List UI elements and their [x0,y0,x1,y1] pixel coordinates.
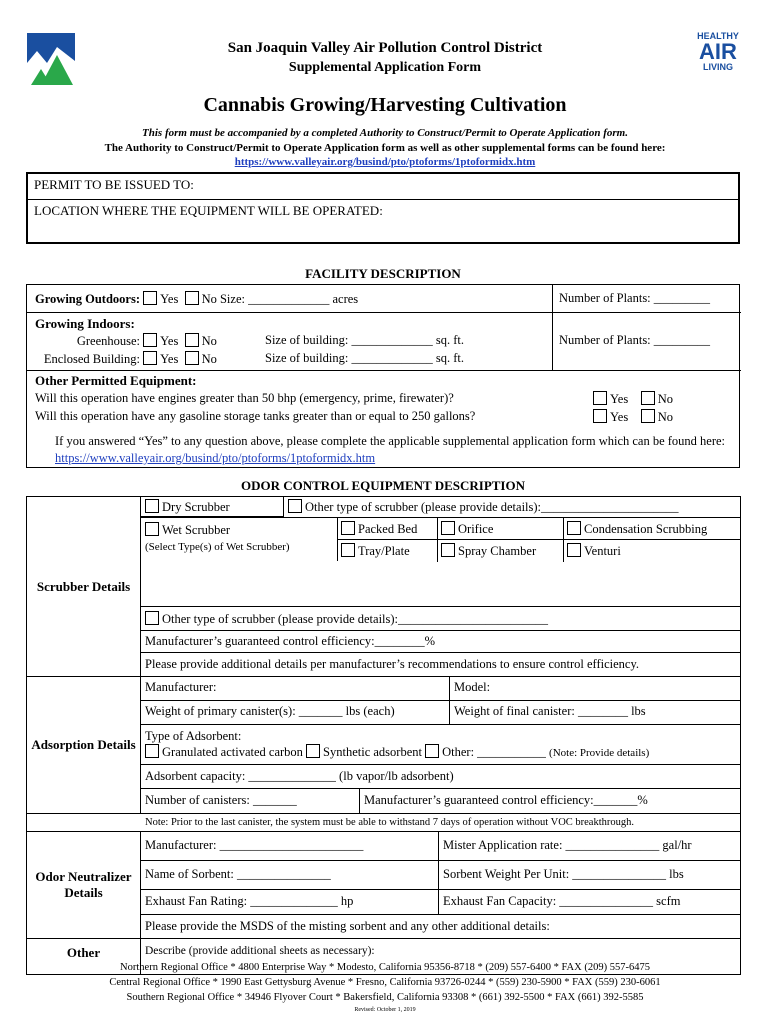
greenhouse-no-label: No [201,334,217,348]
fan-capacity-field[interactable]: Exhaust Fan Capacity: _______________ scfm [443,894,681,908]
enclosed-yes-label: Yes [160,352,179,366]
followup-link[interactable]: https://www.valleyair.org/busind/pto/ptoforms/1ptoformidx.htm [55,451,376,465]
neutralizer-manufacturer-field[interactable]: Manufacturer: _______________________ [141,832,439,860]
healthy-air-living-logo [693,32,743,86]
gasoline-no-label: No [657,410,673,424]
org-name: San Joaquin Valley Air Pollution Control District [227,40,543,56]
dry-scrubber-label: Dry Scrubber [162,500,230,514]
note-forms: The Authority to Construct/Permit to Operate Application form as well as other supplemental forms can be found here: [104,142,666,154]
permit-box [26,172,740,244]
wet-scrubber-label: Wet Scrubber [162,523,231,537]
enclosed-size-field[interactable]: Size of building: _____________ sq. ft. [265,351,464,365]
permit-issued-to-label: PERMIT TO BE ISSUED TO: [34,177,194,192]
logo-line-2: AIR [699,39,737,64]
enclosed-no-label: No [201,352,217,366]
gac-label: Granulated activated carbon [162,745,303,759]
scrubber-efficiency-field[interactable]: Manufacturer’s guaranteed control efficiency:________% [141,631,741,653]
synthetic-checkbox[interactable] [306,744,320,758]
dry-scrubber-checkbox[interactable] [145,499,159,513]
scrubber-additional-details[interactable]: Please provide additional details per manufacturer’s recommendations to ensure control efficiency. [141,653,741,677]
other-adsorbent-checkbox[interactable] [425,744,439,758]
orifice-checkbox[interactable] [441,521,455,535]
neutralizer-details-label: Odor Neutralizer Details [27,832,141,939]
adsorbent-capacity-field[interactable]: Adsorbent capacity: ______________ (lb vapor/lb adsorbent) [141,765,741,789]
num-canisters-field[interactable]: Number of canisters: _______ [141,789,360,813]
other-scrubber-2-field[interactable]: Other type of scrubber (please provide details):________________________ [162,611,549,626]
condensation-checkbox[interactable] [567,521,581,535]
gasoline-no-checkbox[interactable] [641,409,655,423]
greenhouse-yes-label: Yes [160,334,179,348]
permit-issued-to[interactable] [28,174,738,200]
form-title: Cannabis Growing/Harvesting Cultivation [203,94,567,116]
outdoors-size-field[interactable]: Size: _____________ acres [219,292,359,306]
fan-rating-field[interactable]: Exhaust Fan Rating: ______________ hp [141,890,439,914]
greenhouse-yes-checkbox[interactable] [143,333,157,347]
enclosed-no-checkbox[interactable] [185,351,199,365]
scrubber-details-label: Scrubber Details [27,497,141,677]
greenhouse-no-checkbox[interactable] [185,333,199,347]
orifice-label: Orifice [458,522,494,536]
tray-plate-label: Tray/Plate [358,544,410,558]
greenhouse-size-field[interactable]: Size of building: _____________ sq. ft. [265,333,464,347]
outdoors-no-checkbox[interactable] [185,291,199,305]
wet-scrubber-note: (Select Type(s) of Wet Scrubber) [145,541,290,553]
greenhouse-label: Greenhouse: [76,334,140,348]
note-accompanied: This form must be accompanied by a completed Authority to Construct/Permit to Operate Application form. [142,127,628,139]
facility-heading: FACILITY DESCRIPTION [305,266,461,281]
facility-box [26,284,740,468]
other-label: Other [27,939,141,975]
footer-southern: Southern Regional Office * 34946 Flyover Court * Bakersfield, California 93308 * (661) 392-5500 * FAX (661) 392-5585 [126,992,644,1003]
odor-heading: ODOR CONTROL EQUIPMENT DESCRIPTION [241,478,525,493]
growing-outdoors-label: Growing Outdoors: [35,292,140,306]
footer-northern: Northern Regional Office * 4800 Enterprise Way * Modesto, California 95356-8718 * (209) 557-6400 * FAX (209) 557-6475 [120,962,650,973]
gasoline-question: Will this operation have any gasoline storage tanks greater than or equal to 250 gallons? [35,409,476,423]
sorbent-weight-field[interactable]: Sorbent Weight Per Unit: _______________ lbs [443,867,684,881]
revised-date: Revised: October 1, 2019 [354,1007,416,1013]
odor-table [26,496,741,975]
venturi-checkbox[interactable] [567,543,581,557]
gac-checkbox[interactable] [145,744,159,758]
district-logo [27,33,75,85]
sorbent-name-field[interactable]: Name of Sorbent: _______________ [141,861,439,889]
adsorbent-type-label: Type of Adsorbent: [145,729,242,743]
gasoline-yes-label: Yes [610,410,629,424]
enclosed-yes-checkbox[interactable] [143,351,157,365]
other-scrubber-field[interactable]: Other type of scrubber (please provide details):______________________ [305,500,679,514]
msds-field[interactable]: Please provide the MSDS of the misting sorbent and any other additional details: [141,915,741,939]
provide-details-note: (Note: Provide details) [549,747,650,759]
enclosed-building-label: Enclosed Building: [43,352,140,366]
other-scrubber-2-checkbox[interactable] [145,611,159,625]
gasoline-yes-checkbox[interactable] [593,409,607,423]
synthetic-label: Synthetic adsorbent [323,745,422,759]
tray-plate-checkbox[interactable] [341,543,355,557]
venturi-label: Venturi [584,544,621,558]
form-subtitle: Supplemental Application Form [288,60,482,75]
outdoors-no-label: No [201,292,217,306]
other-scrubber-checkbox[interactable] [288,499,302,513]
adsorption-details-label: Adsorption Details [27,677,141,814]
adsorption-manufacturer-field[interactable]: Manufacturer: [141,677,450,700]
final-canister-weight-field[interactable]: Weight of final canister: ________ lbs [454,704,646,718]
engines-no-checkbox[interactable] [641,391,655,405]
primary-canister-weight-field[interactable]: Weight of primary canister(s): _______ lbs (each) [141,701,450,724]
growing-indoors-label: Growing Indoors: [35,316,135,331]
engines-yes-checkbox[interactable] [593,391,607,405]
footer-central: Central Regional Office * 1990 East Gettysburg Avenue * Fresno, California 93726-0244 * (559) 230-5900 * FAX (559) 230-6061 [109,977,661,988]
packed-bed-checkbox[interactable] [341,521,355,535]
forms-link[interactable]: https://www.valleyair.org/busind/pto/ptoforms/1ptoformidx.htm [234,156,536,168]
engines-yes-label: Yes [610,392,629,406]
equipment-location-label: LOCATION WHERE THE EQUIPMENT WILL BE OPERATED: [34,203,383,218]
other-describe-field[interactable]: Describe (provide additional sheets as necessary): [141,939,741,975]
other-adsorbent-field[interactable]: Other: ___________ [442,745,546,759]
outdoors-yes-label: Yes [160,292,179,306]
wet-scrubber-checkbox[interactable] [145,522,159,536]
outdoors-yes-checkbox[interactable] [143,291,157,305]
other-equipment-label: Other Permitted Equipment: [35,373,197,388]
adsorption-efficiency-field[interactable]: Manufacturer’s guaranteed control efficiency:_______% [364,793,648,807]
mister-rate-field[interactable]: Mister Application rate: _______________ gal/hr [443,838,692,852]
outdoors-plants-field[interactable]: Number of Plants: _________ [553,285,741,313]
packed-bed-label: Packed Bed [358,522,418,536]
followup-text: If you answered “Yes” to any question above, please complete the applicable supplemental application form which can be found here: [55,434,726,448]
equipment-location[interactable] [28,200,738,222]
condensation-label: Condensation Scrubbing [584,522,708,536]
spray-chamber-checkbox[interactable] [441,543,455,557]
spray-chamber-label: Spray Chamber [458,544,537,558]
voc-note: Note: Prior to the last canister, the system must be able to withstand 7 days of operation without VOC breakthrough. [27,814,741,832]
logo-line-3: LIVING [702,62,733,72]
engines-no-label: No [657,392,673,406]
logo-line-1: HEALTHY [697,31,739,41]
engines-question: Will this operation have engines greater than 50 bhp (emergency, prime, firewater)? [35,391,454,405]
adsorption-model-field[interactable]: Model: [454,680,491,694]
indoors-plants-field[interactable]: Number of Plants: _________ [553,313,741,371]
